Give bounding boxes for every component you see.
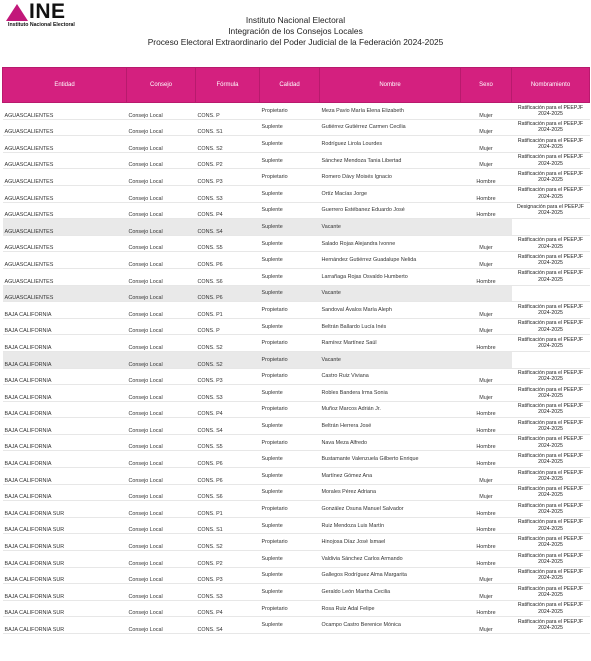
calidad-cell: Propietario <box>260 534 320 551</box>
table-row <box>3 468 590 485</box>
nombramiento-cell: Ratificación para el PEEPJF 2024-2025 <box>512 169 590 186</box>
nombramiento-cell <box>512 285 590 302</box>
calidad-cell: Suplente <box>260 418 320 435</box>
formula-cell: CONS. P4 <box>196 202 260 219</box>
formula-cell: CONS. S3 <box>196 584 260 601</box>
nombre-cell: Geraldo León Martha Cecilia <box>320 584 461 601</box>
consejo-cell: Consejo Local <box>127 617 196 634</box>
nombramiento-cell: Ratificación para el PEEPJF 2024-2025 <box>512 501 590 518</box>
nombre-cell: Sandoval Ávalos María Aleph <box>320 302 461 319</box>
nombramiento-cell: Ratificación para el PEEPJF 2024-2025 <box>512 517 590 534</box>
table-row <box>3 551 590 568</box>
nombre-cell: González Osuna Manuel Salvador <box>320 501 461 518</box>
consejo-cell: Consejo Local <box>127 185 196 202</box>
consejo-cell: Consejo Local <box>127 351 196 368</box>
sexo-cell: Hombre <box>461 600 512 617</box>
consejo-cell: Consejo Local <box>127 202 196 219</box>
formula-cell: CONS. S1 <box>196 517 260 534</box>
calidad-cell: Suplente <box>260 451 320 468</box>
nombre-cell: Castro Ruiz Viviana <box>320 368 461 385</box>
consejo-cell: Consejo Local <box>127 418 196 435</box>
table-row <box>3 351 590 368</box>
nombramiento-cell: Ratificación para el PEEPJF 2024-2025 <box>512 584 590 601</box>
nombre-cell: Ortíz Macías Jorge <box>320 185 461 202</box>
consejo-cell: Consejo Local <box>127 501 196 518</box>
sexo-cell: Hombre <box>461 418 512 435</box>
sexo-cell: Hombre <box>461 202 512 219</box>
formula-cell: CONS. P <box>196 103 260 120</box>
nombre-cell: Robles Bandera Irma Sonia <box>320 385 461 402</box>
nombramiento-cell: Ratificación para el PEEPJF 2024-2025 <box>512 152 590 169</box>
formula-cell: CONS. P3 <box>196 169 260 186</box>
table-row <box>3 584 590 601</box>
consejo-cell: Consejo Local <box>127 401 196 418</box>
nombramiento-cell: Ratificación para el PEEPJF 2024-2025 <box>512 235 590 252</box>
table-row <box>3 517 590 534</box>
nombre-cell: Beltrán Herrera José <box>320 418 461 435</box>
nombre-cell: Salado Rojas Alejandra Ivonne <box>320 235 461 252</box>
table-row <box>3 136 590 153</box>
col-entidad: Entidad <box>3 68 127 103</box>
sexo-cell: Mujer <box>461 252 512 269</box>
entidad-cell: BAJA CALIFORNIA SUR <box>3 584 127 601</box>
entidad-cell: BAJA CALIFORNIA SUR <box>3 551 127 568</box>
calidad-cell: Suplente <box>260 202 320 219</box>
table-row <box>3 202 590 219</box>
consejo-cell: Consejo Local <box>127 434 196 451</box>
nombre-cell: Sánchez Mendoza Tania Libertad <box>320 152 461 169</box>
calidad-cell: Suplente <box>260 252 320 269</box>
consejo-cell: Consejo Local <box>127 136 196 153</box>
consejo-cell: Consejo Local <box>127 517 196 534</box>
formula-cell: CONS. S1 <box>196 119 260 136</box>
table-row <box>3 434 590 451</box>
calidad-cell: Suplente <box>260 185 320 202</box>
formula-cell: CONS. S5 <box>196 434 260 451</box>
col-sexo: Sexo <box>461 68 512 103</box>
nombramiento-cell: Ratificación para el PEEPJF 2024-2025 <box>512 534 590 551</box>
nombre-cell: Hernández Gutiérrez Guadalupe Nelida <box>320 252 461 269</box>
consejo-cell: Consejo Local <box>127 551 196 568</box>
nombre-cell: Hinojosa Díaz José Ismael <box>320 534 461 551</box>
title-institution: Instituto Nacional Electoral <box>245 15 346 25</box>
consejo-cell: Consejo Local <box>127 103 196 120</box>
calidad-cell: Suplente <box>260 517 320 534</box>
calidad-cell: Propietario <box>260 434 320 451</box>
nombre-cell: Ramírez Martínez Saúl <box>320 335 461 352</box>
nombramiento-cell: Ratificación para el PEEPJF 2024-2025 <box>512 268 590 285</box>
sexo-cell: Mujer <box>461 235 512 252</box>
consejos-table <box>2 67 590 634</box>
sexo-cell <box>461 351 512 368</box>
formula-cell: CONS. P2 <box>196 551 260 568</box>
calidad-cell: Propietario <box>260 501 320 518</box>
consejo-cell: Consejo Local <box>127 169 196 186</box>
nombramiento-cell: Ratificación para el PEEPJF 2024-2025 <box>512 119 590 136</box>
table-header-row <box>3 68 590 103</box>
consejo-cell: Consejo Local <box>127 219 196 236</box>
nombre-cell: Valdivia Sánchez Carlos Armando <box>320 551 461 568</box>
sexo-cell: Mujer <box>461 302 512 319</box>
calidad-cell: Suplente <box>260 617 320 634</box>
calidad-cell: Suplente <box>260 136 320 153</box>
formula-cell: CONS. S2 <box>196 136 260 153</box>
logo-subtitle: Instituto Nacional Electoral <box>8 22 75 28</box>
calidad-cell: Suplente <box>260 567 320 584</box>
calidad-cell: Suplente <box>260 152 320 169</box>
formula-cell: CONS. P6 <box>196 285 260 302</box>
nombramiento-cell: Ratificación para el PEEPJF 2024-2025 <box>512 567 590 584</box>
sexo-cell: Hombre <box>461 335 512 352</box>
sexo-cell: Mujer <box>461 119 512 136</box>
entidad-cell: BAJA CALIFORNIA <box>3 318 127 335</box>
consejo-cell: Consejo Local <box>127 152 196 169</box>
entidad-cell: BAJA CALIFORNIA SUR <box>3 617 127 634</box>
consejo-cell: Consejo Local <box>127 385 196 402</box>
consejo-cell: Consejo Local <box>127 268 196 285</box>
nombre-cell: Vacante <box>320 285 461 302</box>
consejo-cell: Consejo Local <box>127 235 196 252</box>
nombre-cell: Bustamante Valenzuela Gilberto Enrique <box>320 451 461 468</box>
nombramiento-cell: Ratificación para el PEEPJF 2024-2025 <box>512 368 590 385</box>
formula-cell: CONS. S6 <box>196 268 260 285</box>
calidad-cell: Propietario <box>260 335 320 352</box>
table-row <box>3 103 590 120</box>
consejo-cell: Consejo Local <box>127 252 196 269</box>
nombramiento-cell: Ratificación para el PEEPJF 2024-2025 <box>512 318 590 335</box>
calidad-cell: Suplente <box>260 235 320 252</box>
entidad-cell: BAJA CALIFORNIA <box>3 434 127 451</box>
nombramiento-cell: Ratificación para el PEEPJF 2024-2025 <box>512 600 590 617</box>
nombre-cell: Rosa Ruiz Adal Felipe <box>320 600 461 617</box>
nombramiento-cell: Ratificación para el PEEPJF 2024-2025 <box>512 451 590 468</box>
table-row <box>3 119 590 136</box>
table-row <box>3 335 590 352</box>
consejo-cell: Consejo Local <box>127 600 196 617</box>
title-process: Proceso Electoral Extraordinario del Poder Judicial de la Federación 2024-2025 <box>147 37 444 48</box>
calidad-cell: Suplente <box>260 219 320 236</box>
col-formula: Fórmula <box>196 68 260 103</box>
sexo-cell: Hombre <box>461 268 512 285</box>
table-row <box>3 185 590 202</box>
entidad-cell: AGUASCALIENTES <box>3 219 127 236</box>
formula-cell: CONS. S2 <box>196 335 260 352</box>
entidad-cell: BAJA CALIFORNIA <box>3 418 127 435</box>
formula-cell: CONS. P6 <box>196 252 260 269</box>
formula-cell: CONS. S4 <box>196 617 260 634</box>
entidad-cell: BAJA CALIFORNIA SUR <box>3 517 127 534</box>
entidad-cell: BAJA CALIFORNIA <box>3 401 127 418</box>
calidad-cell: Propietario <box>260 103 320 120</box>
entidad-cell: BAJA CALIFORNIA <box>3 351 127 368</box>
consejo-cell: Consejo Local <box>127 468 196 485</box>
nombre-cell: Romero Dávy Moisés Ignacio <box>320 169 461 186</box>
document-titles <box>0 15 591 49</box>
formula-cell: CONS. S4 <box>196 219 260 236</box>
sexo-cell: Mujer <box>461 385 512 402</box>
entidad-cell: AGUASCALIENTES <box>3 268 127 285</box>
entidad-cell: AGUASCALIENTES <box>3 202 127 219</box>
formula-cell: CONS. S6 <box>196 484 260 501</box>
table-row <box>3 501 590 518</box>
entidad-cell: AGUASCALIENTES <box>3 119 127 136</box>
formula-cell: CONS. P4 <box>196 600 260 617</box>
table-row <box>3 401 590 418</box>
consejo-cell: Consejo Local <box>127 484 196 501</box>
nombre-cell: Ruiz Mendoza Luis Martín <box>320 517 461 534</box>
sexo-cell: Mujer <box>461 468 512 485</box>
entidad-cell: BAJA CALIFORNIA SUR <box>3 534 127 551</box>
col-nombre: Nombre <box>320 68 461 103</box>
sexo-cell: Mujer <box>461 567 512 584</box>
nombre-cell: Vacante <box>320 219 461 236</box>
formula-cell: CONS. S5 <box>196 235 260 252</box>
sexo-cell: Hombre <box>461 451 512 468</box>
calidad-cell: Propietario <box>260 368 320 385</box>
consejo-cell: Consejo Local <box>127 451 196 468</box>
calidad-cell: Propietario <box>260 401 320 418</box>
formula-cell: CONS. P6 <box>196 451 260 468</box>
nombramiento-cell: Ratificación para el PEEPJF 2024-2025 <box>512 434 590 451</box>
nombramiento-cell: Ratificación para el PEEPJF 2024-2025 <box>512 103 590 120</box>
calidad-cell: Suplente <box>260 318 320 335</box>
nombre-cell: Gutiérrez Gutiérrez Carmen Cecilia <box>320 119 461 136</box>
entidad-cell: BAJA CALIFORNIA <box>3 468 127 485</box>
col-nombramiento: Nombramiento <box>512 68 590 103</box>
nombre-cell: Rodríguez Lirola Lourdes <box>320 136 461 153</box>
calidad-cell: Propietario <box>260 302 320 319</box>
table-row <box>3 318 590 335</box>
formula-cell: CONS. P3 <box>196 368 260 385</box>
nombre-cell: Guerrero Estébanez Eduardo José <box>320 202 461 219</box>
calidad-cell: Suplente <box>260 468 320 485</box>
table-row <box>3 285 590 302</box>
nombre-cell: Ocampo Castro Berenice Mónica <box>320 617 461 634</box>
calidad-cell: Propietario <box>260 600 320 617</box>
nombre-cell: Martínez Gómez Ana <box>320 468 461 485</box>
formula-cell: CONS. P1 <box>196 302 260 319</box>
nombre-cell: Morales Pérez Adriana <box>320 484 461 501</box>
consejo-cell: Consejo Local <box>127 285 196 302</box>
consejo-cell: Consejo Local <box>127 567 196 584</box>
nombre-cell: Larrañaga Rojas Osvaldo Humberto <box>320 268 461 285</box>
nombramiento-cell: Ratificación para el PEEPJF 2024-2025 <box>512 136 590 153</box>
nombramiento-cell: Ratificación para el PEEPJF 2024-2025 <box>512 335 590 352</box>
entidad-cell: BAJA CALIFORNIA SUR <box>3 501 127 518</box>
calidad-cell: Suplente <box>260 285 320 302</box>
entidad-cell: AGUASCALIENTES <box>3 252 127 269</box>
table-row <box>3 219 590 236</box>
entidad-cell: AGUASCALIENTES <box>3 152 127 169</box>
nombramiento-cell: Ratificación para el PEEPJF 2024-2025 <box>512 617 590 634</box>
table-row <box>3 385 590 402</box>
table-row <box>3 302 590 319</box>
entidad-cell: BAJA CALIFORNIA <box>3 385 127 402</box>
nombramiento-cell: Ratificación para el PEEPJF 2024-2025 <box>512 185 590 202</box>
calidad-cell: Suplente <box>260 484 320 501</box>
table-row <box>3 152 590 169</box>
nombramiento-cell: Ratificación para el PEEPJF 2024-2025 <box>512 551 590 568</box>
entidad-cell: BAJA CALIFORNIA SUR <box>3 600 127 617</box>
formula-cell: CONS. S3 <box>196 185 260 202</box>
nombramiento-cell <box>512 219 590 236</box>
nombre-cell: Gallegos Rodríguez Alma Margarita <box>320 567 461 584</box>
sexo-cell <box>461 285 512 302</box>
formula-cell: CONS. S3 <box>196 385 260 402</box>
nombre-cell: Beltrán Ballardo Lucía Inés <box>320 318 461 335</box>
entidad-cell: BAJA CALIFORNIA <box>3 368 127 385</box>
sexo-cell <box>461 219 512 236</box>
consejo-cell: Consejo Local <box>127 119 196 136</box>
sexo-cell: Mujer <box>461 484 512 501</box>
entidad-cell: BAJA CALIFORNIA SUR <box>3 567 127 584</box>
calidad-cell: Suplente <box>260 268 320 285</box>
entidad-cell: BAJA CALIFORNIA <box>3 302 127 319</box>
consejo-cell: Consejo Local <box>127 302 196 319</box>
table-row <box>3 235 590 252</box>
table-row <box>3 368 590 385</box>
entidad-cell: AGUASCALIENTES <box>3 103 127 120</box>
formula-cell: CONS. P4 <box>196 401 260 418</box>
formula-cell: CONS. S2 <box>196 351 260 368</box>
consejo-cell: Consejo Local <box>127 335 196 352</box>
formula-cell: CONS. P <box>196 318 260 335</box>
sexo-cell: Mujer <box>461 584 512 601</box>
calidad-cell: Suplente <box>260 119 320 136</box>
formula-cell: CONS. P2 <box>196 152 260 169</box>
consejo-cell: Consejo Local <box>127 368 196 385</box>
table-row <box>3 418 590 435</box>
calidad-cell: Propietario <box>260 169 320 186</box>
sexo-cell: Hombre <box>461 401 512 418</box>
table-row <box>3 600 590 617</box>
sexo-cell: Mujer <box>461 617 512 634</box>
sexo-cell: Mujer <box>461 152 512 169</box>
table-row <box>3 534 590 551</box>
entidad-cell: AGUASCALIENTES <box>3 185 127 202</box>
sexo-cell: Hombre <box>461 434 512 451</box>
table-row <box>3 169 590 186</box>
nombramiento-cell: Ratificación para el PEEPJF 2024-2025 <box>512 468 590 485</box>
sexo-cell: Hombre <box>461 169 512 186</box>
col-calidad: Calidad <box>260 68 320 103</box>
nombramiento-cell: Ratificación para el PEEPJF 2024-2025 <box>512 418 590 435</box>
nombramiento-cell: Ratificación para el PEEPJF 2024-2025 <box>512 484 590 501</box>
sexo-cell: Hombre <box>461 501 512 518</box>
consejo-cell: Consejo Local <box>127 584 196 601</box>
sexo-cell: Hombre <box>461 534 512 551</box>
logo-text: INE <box>29 0 66 23</box>
calidad-cell: Suplente <box>260 385 320 402</box>
calidad-cell: Suplente <box>260 584 320 601</box>
formula-cell: CONS. P3 <box>196 567 260 584</box>
sexo-cell: Hombre <box>461 551 512 568</box>
sexo-cell: Mujer <box>461 103 512 120</box>
formula-cell: CONS. S4 <box>196 418 260 435</box>
entidad-cell: BAJA CALIFORNIA <box>3 451 127 468</box>
col-consejo: Consejo <box>127 68 196 103</box>
sexo-cell: Mujer <box>461 368 512 385</box>
sexo-cell: Hombre <box>461 185 512 202</box>
nombramiento-cell <box>512 351 590 368</box>
nombramiento-cell: Ratificación para el PEEPJF 2024-2025 <box>512 385 590 402</box>
consejo-cell: Consejo Local <box>127 534 196 551</box>
calidad-cell: Suplente <box>260 551 320 568</box>
nombramiento-cell: Ratificación para el PEEPJF 2024-2025 <box>512 302 590 319</box>
nombre-cell: Muñoz Marcos Adrián Jr. <box>320 401 461 418</box>
title-integration: Integración de los Consejos Locales <box>228 26 363 37</box>
nombramiento-cell: Ratificación para el PEEPJF 2024-2025 <box>512 252 590 269</box>
formula-cell: CONS. P1 <box>196 501 260 518</box>
sexo-cell: Mujer <box>461 136 512 153</box>
entidad-cell: AGUASCALIENTES <box>3 169 127 186</box>
sexo-cell: Mujer <box>461 318 512 335</box>
table-row <box>3 252 590 269</box>
calidad-cell: Propietario <box>260 351 320 368</box>
entidad-cell: BAJA CALIFORNIA <box>3 484 127 501</box>
entidad-cell: AGUASCALIENTES <box>3 136 127 153</box>
table-row <box>3 484 590 501</box>
nombre-cell: Vacante <box>320 351 461 368</box>
nombre-cell: Nava Meza Alfredo <box>320 434 461 451</box>
table-row <box>3 451 590 468</box>
table-row <box>3 268 590 285</box>
table-row <box>3 567 590 584</box>
formula-cell: CONS. P6 <box>196 468 260 485</box>
entidad-cell: AGUASCALIENTES <box>3 285 127 302</box>
formula-cell: CONS. S2 <box>196 534 260 551</box>
sexo-cell: Hombre <box>461 517 512 534</box>
nombramiento-cell: Designación para el PEEPJF 2024-2025 <box>512 202 590 219</box>
entidad-cell: AGUASCALIENTES <box>3 235 127 252</box>
table-row <box>3 617 590 634</box>
entidad-cell: BAJA CALIFORNIA <box>3 335 127 352</box>
nombramiento-cell: Ratificación para el PEEPJF 2024-2025 <box>512 401 590 418</box>
nombre-cell: Meza Pavio María Elena Elizabeth <box>320 103 461 120</box>
consejo-cell: Consejo Local <box>127 318 196 335</box>
